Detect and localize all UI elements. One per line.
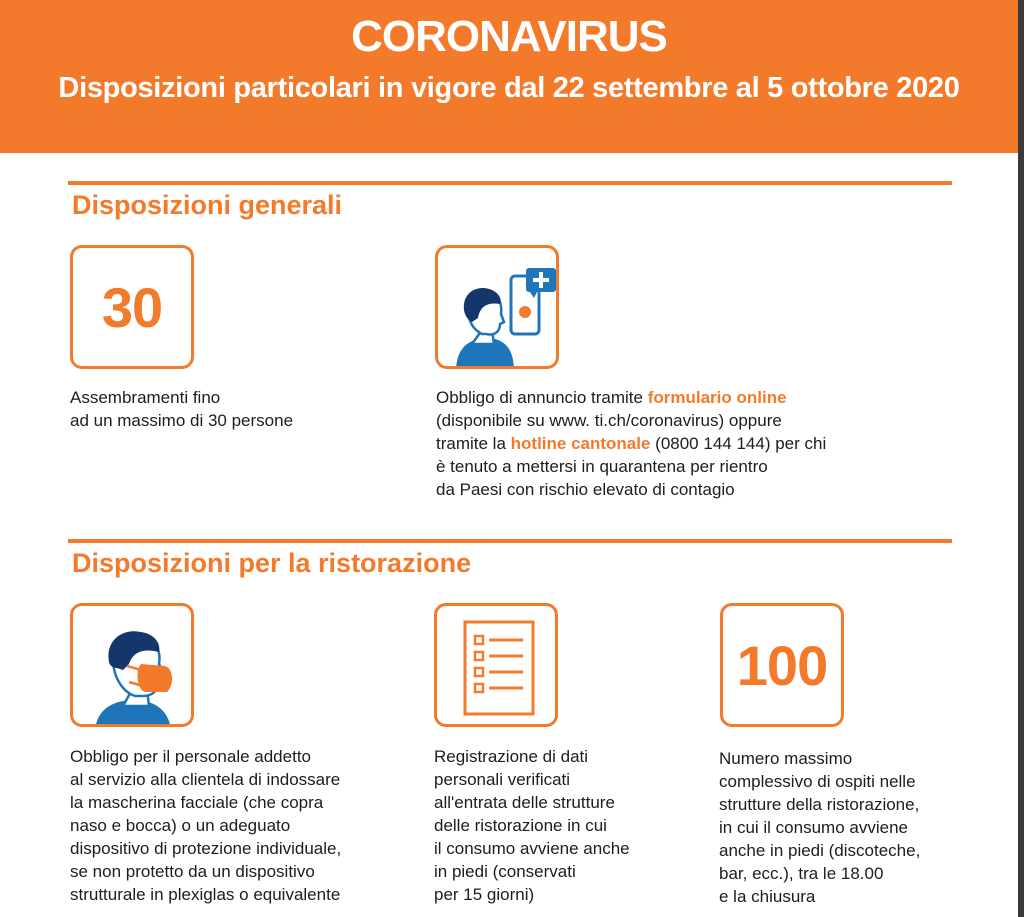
text-line: la mascherina facciale (che copra: [70, 793, 324, 812]
text-line: personali verificati: [434, 770, 571, 789]
text-line: ad un massimo di 30 persone: [70, 411, 294, 430]
page-subtitle: Disposizioni particolari in vigore dal 22 settembre al 5 ottobre 2020: [58, 72, 960, 104]
capacity-box: [720, 603, 844, 727]
online-form-link[interactable]: formulario online: [647, 388, 787, 407]
text-line: per 15 giorni): [434, 885, 535, 904]
phone-announcement-text: [436, 386, 826, 501]
text-line: è tenuto a mettersi in quarantena per rientro: [436, 457, 768, 476]
text-line: complessivo di ospiti nelle: [719, 772, 916, 791]
text-line: all'entrata delle strutture: [434, 793, 615, 812]
text-fragment: (0800 144 144) per chi: [650, 434, 827, 453]
text-line: e la chiusura: [719, 887, 816, 906]
text-line: [436, 386, 826, 409]
text-line: Obbligo per il personale addetto: [70, 747, 311, 766]
header-banner: [0, 0, 1018, 153]
checklist-icon: [437, 606, 558, 727]
text-line: se non protetto da un dispositivo: [70, 862, 315, 881]
hotline-link[interactable]: hotline cantonale: [510, 434, 651, 453]
text-line: in cui il consumo avviene: [719, 818, 908, 837]
section-divider: [68, 539, 952, 543]
phone-announcement-box: [435, 245, 559, 369]
text-fragment: Obbligo di annuncio tramite: [436, 388, 648, 407]
capacity-text: [719, 747, 920, 908]
text-line: da Paesi con rischio elevato di contagio: [436, 480, 735, 499]
text-line: Assembramenti fino: [70, 388, 221, 407]
text-line: in piedi (conservati: [434, 862, 576, 881]
text-line: Registrazione di dati: [434, 747, 589, 766]
text-fragment: tramite la: [436, 434, 511, 453]
registration-text: [434, 745, 630, 906]
text-line: dispositivo di protezione individuale,: [70, 839, 342, 858]
text-line: strutturale in plexiglas o equivalente: [70, 885, 341, 904]
page-edge: [1018, 0, 1024, 917]
section-title-restaurants: Disposizioni per la ristorazione: [72, 548, 472, 578]
page-title: CORONAVIRUS: [351, 12, 667, 61]
registration-box: [434, 603, 558, 727]
text-line: il consumo avviene anche: [434, 839, 630, 858]
mask-text: [70, 745, 341, 906]
face-mask-icon: [73, 606, 194, 727]
gathering-limit-text: [70, 386, 293, 432]
mask-box: [70, 603, 194, 727]
section-title-general: Disposizioni generali: [72, 190, 343, 220]
text-line: Numero massimo: [719, 749, 853, 768]
gathering-limit-number: 30: [101, 275, 163, 339]
text-line: al servizio alla clientela di indossare: [70, 770, 341, 789]
text-line: naso e bocca) o un adeguato: [70, 816, 291, 835]
person-phone-icon: [438, 248, 559, 369]
text-line: bar, ecc.), tra le 18.00: [719, 864, 884, 883]
text-line: [436, 432, 826, 455]
text-line: strutture della ristorazione,: [719, 795, 920, 814]
text-line: (disponibile su www. ti.ch/coronavirus) oppure: [436, 411, 782, 430]
text-line: delle ristorazione in cui: [434, 816, 607, 835]
gathering-limit-box: [70, 245, 194, 369]
capacity-number: 100: [736, 633, 828, 697]
text-line: anche in piedi (discoteche,: [719, 841, 921, 860]
section-divider: [68, 181, 952, 185]
